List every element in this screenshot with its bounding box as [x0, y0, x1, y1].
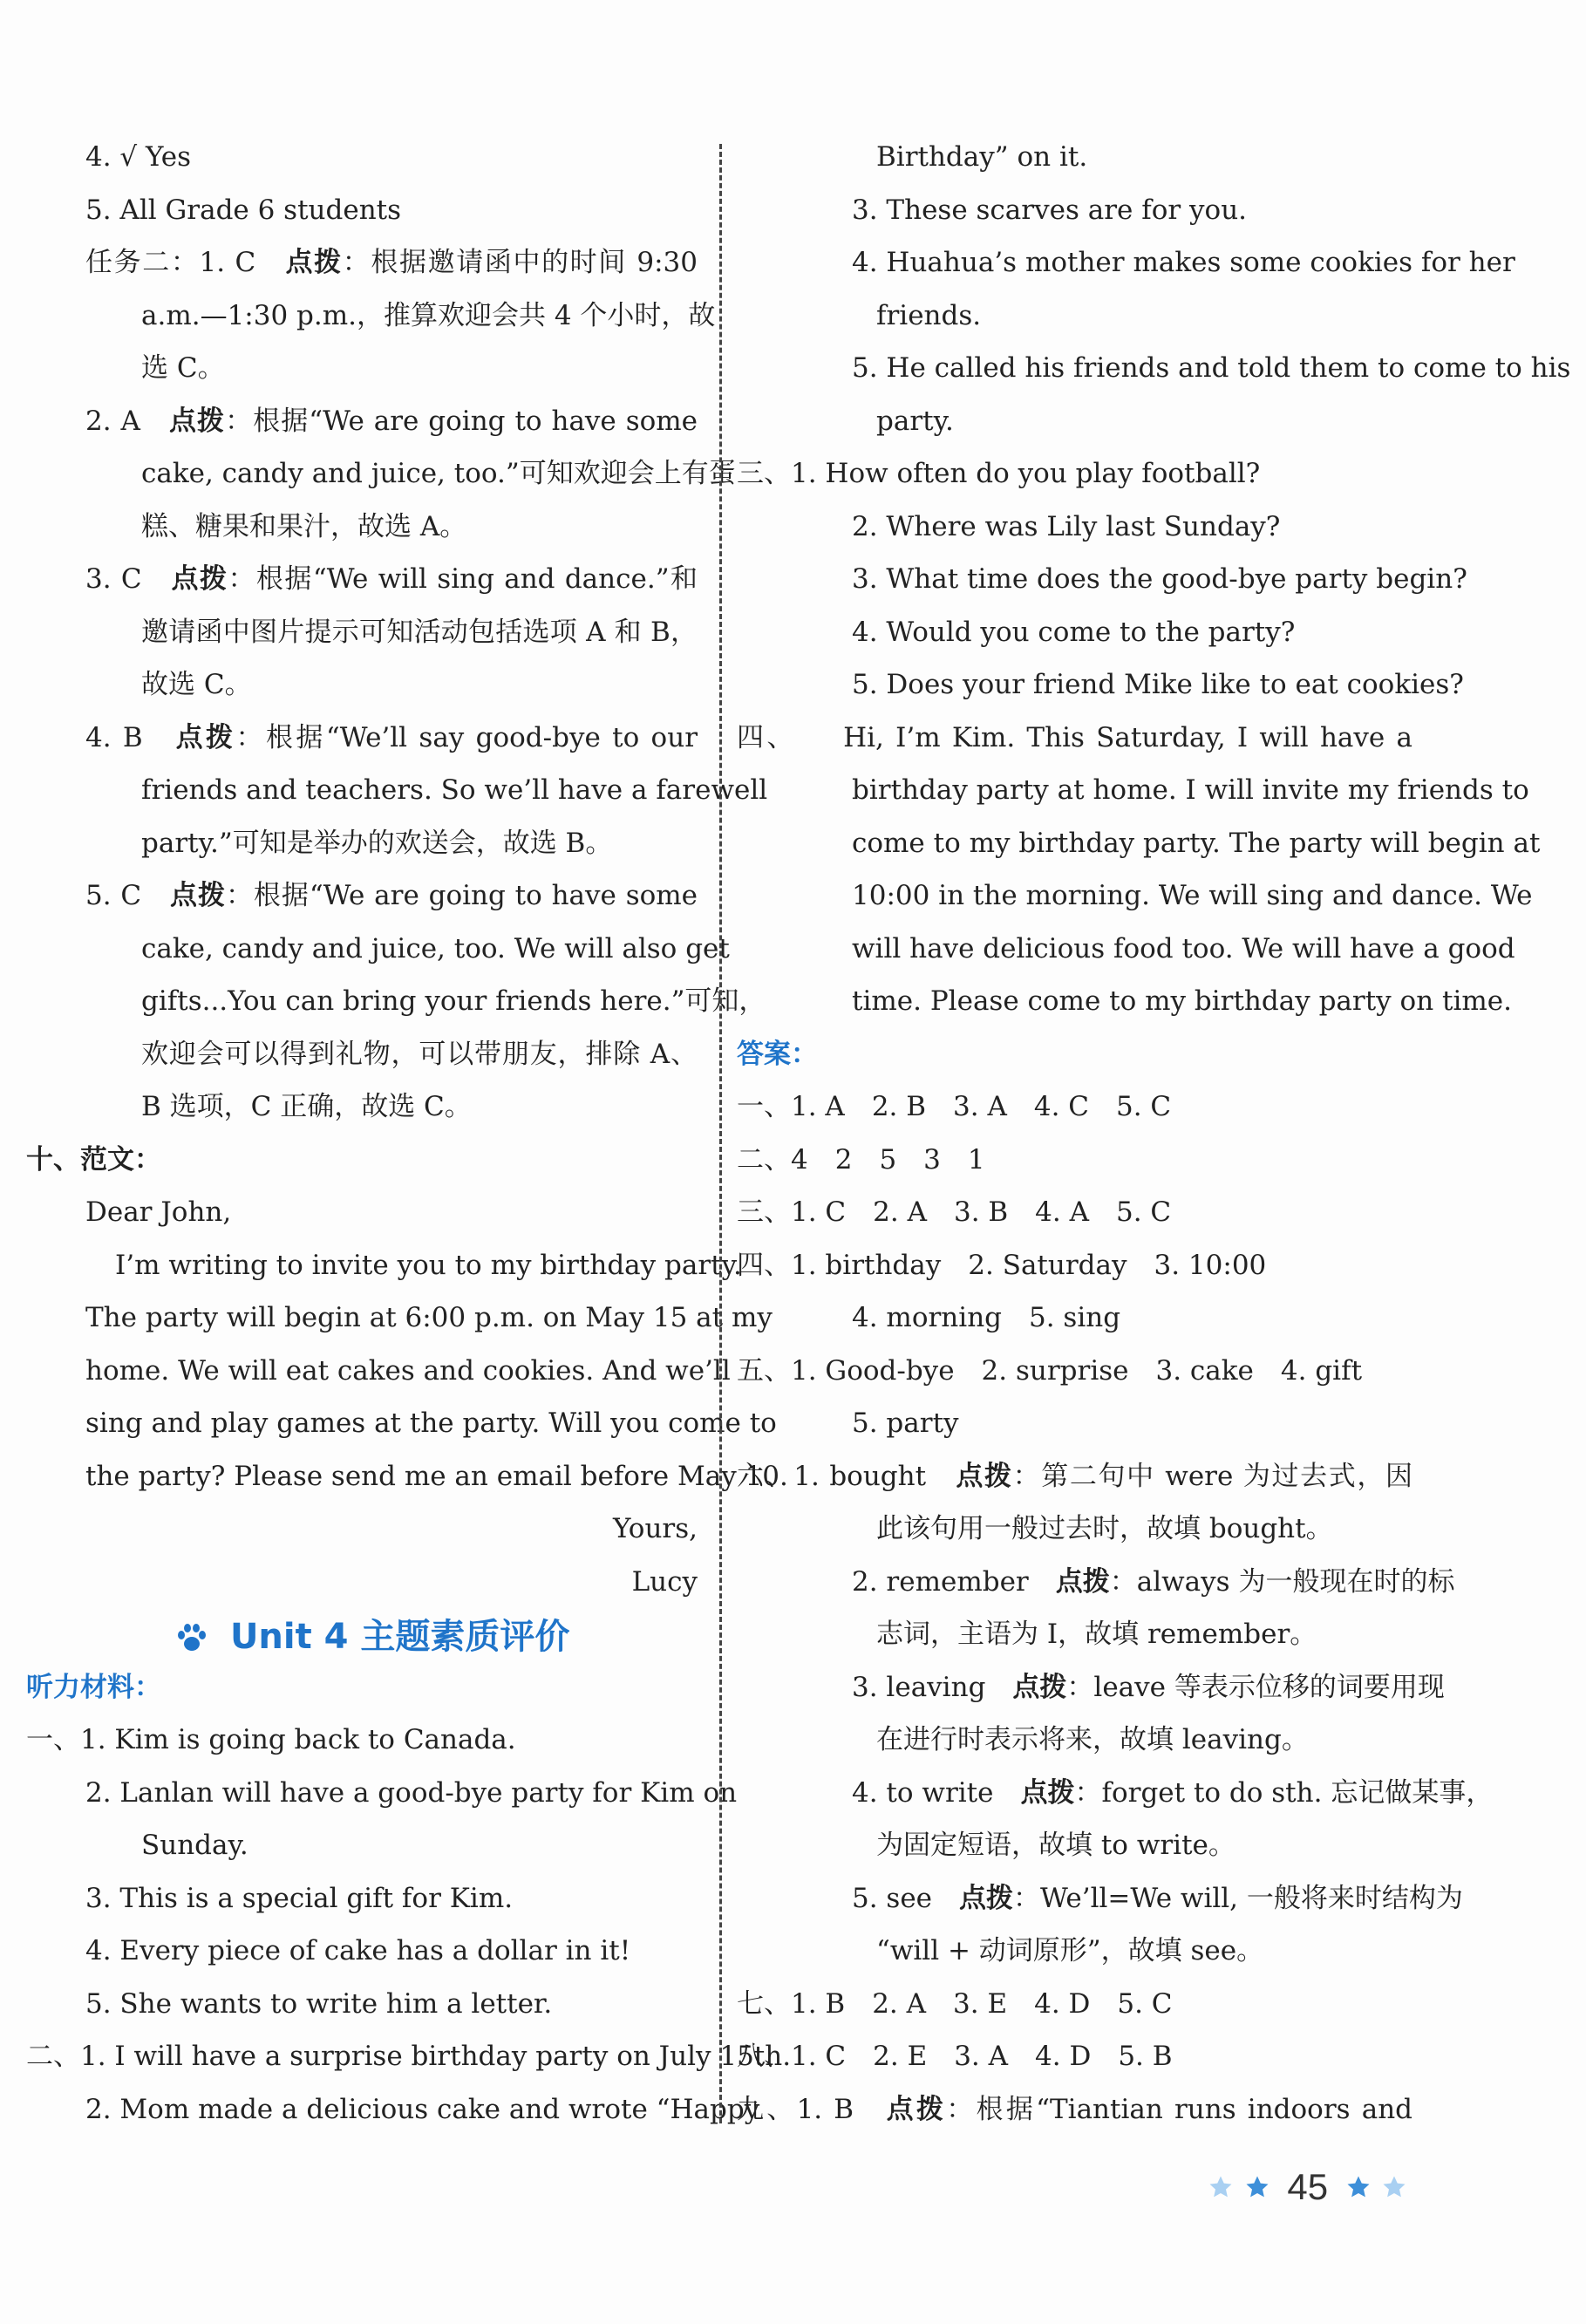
line-segment: ：根据“Tiantian runs indoors and [946, 2093, 1413, 2125]
text-line: 3. This is a special gift for Kim. [85, 1882, 514, 1914]
text-line: sing and play games at the party. Will you come to [85, 1407, 777, 1439]
text-line [26, 553, 698, 606]
text-line [737, 2083, 1412, 2137]
text-line: “will + 动词原形”，故填 see。 [876, 1935, 1264, 1966]
hint-label: 点拨 [1055, 1565, 1110, 1598]
text-line: gifts...You can bring your friends here.”可知， [141, 985, 766, 1017]
text-line: 5. He called his friends and told them to come to his [852, 352, 1571, 384]
text-line: 二、1. I will have a surprise birthday party on July 15th. [26, 2041, 792, 2072]
line-segment: 任务二：1. C [85, 247, 286, 278]
text-line: 10:00 in the morning. We will sing and dance. We [852, 880, 1533, 911]
text-line [737, 1661, 1445, 1714]
text-line: 3. What time does the good-bye party begin? [852, 563, 1467, 595]
text-line [26, 236, 698, 290]
line-segment: ：always 为一般现在时的标 [1109, 1565, 1455, 1598]
text-line: cake, candy and juice, too. We will also get [141, 932, 730, 964]
text-line: home. We will eat cakes and cookies. And we’ll [85, 1354, 731, 1387]
star-icon [1345, 2174, 1372, 2200]
line-segment: 3. leaving [852, 1671, 1013, 1703]
text-line [737, 1767, 1494, 1820]
text-line: 四、 Hi, I’m Kim. This Saturday, I will have a [737, 721, 1412, 753]
text-line: 为固定短语，故填 to write。 [876, 1830, 1235, 1861]
text-line: 4. Every piece of cake has a dollar in it! [85, 1935, 631, 1966]
text-line: 糕、糖果和果汁，故选 A。 [141, 510, 467, 542]
text-line [26, 395, 698, 448]
text-line: 在进行时表示将来，故填 leaving。 [876, 1724, 1309, 1755]
text-line: 欢迎会可以得到礼物，可以带朋友，排除 A、 [141, 1038, 698, 1070]
text-line [26, 1661, 698, 1714]
text-line: Dear John, [85, 1196, 232, 1228]
text-line: friends and teachers. So we’ll have a farewell [141, 774, 768, 806]
text-line: time. Please come to my birthday party on time. [852, 985, 1513, 1017]
text-line [737, 1556, 1455, 1609]
text-line: I’m writing to invite you to my birthday party. [115, 1249, 742, 1281]
page-number: 45 [1287, 2165, 1329, 2207]
text-line: 5. party [852, 1407, 959, 1439]
text-line: 三、1. C 2. A 3. B 4. A 5. C [737, 1196, 1172, 1228]
line-segment: ：根据“We are going to have some [225, 880, 698, 911]
line-segment: 5. C [85, 880, 171, 911]
line-segment: ：根据邀请函中的时间 9:30 [342, 247, 698, 278]
line-segment: 4. B [85, 721, 176, 753]
paw-icon [174, 1621, 209, 1656]
hint-label: 点拨 [170, 880, 226, 911]
text-line: 邀请函中图片提示可知活动包括选项 A 和 B， [141, 616, 698, 648]
text-line: 5. All Grade 6 students [85, 194, 402, 226]
star-icon [1208, 2174, 1234, 2200]
text-line: 志词，主语为 I，故填 remember。 [876, 1619, 1317, 1650]
line-segment: 4. to write [852, 1776, 1021, 1809]
text-line: 2. Where was Lily last Sunday? [852, 510, 1281, 542]
hint-label: 点拨 [1020, 1776, 1075, 1809]
text-line: party. [876, 405, 954, 437]
star-icon [1381, 2174, 1407, 2200]
section-label: 答案： [737, 1038, 818, 1070]
unit-heading [174, 1609, 569, 1659]
text-line: party.”可知是举办的欢送会，故选 B。 [141, 827, 613, 859]
line-segment: ：根据“We are going to have some [225, 405, 698, 437]
unit-title-text: Unit 4 主题素质评价 [229, 1617, 570, 1657]
text-line: birthday party at home. I will invite my friends to [852, 774, 1529, 806]
text-line [26, 712, 698, 765]
hint-label: 点拨 [1012, 1671, 1067, 1703]
text-line: Lucy [631, 1565, 698, 1598]
text-line: will have delicious food too. We will have a good [852, 932, 1515, 964]
hint-label: 点拨 [285, 247, 343, 278]
hint-label: 点拨 [959, 1882, 1014, 1914]
line-segment: ：forget to do sth. 忘记做某事， [1074, 1776, 1494, 1809]
text-line [26, 869, 698, 923]
line-segment: ：根据“We will sing and dance.”和 [228, 563, 698, 595]
text-line [737, 1450, 1412, 1503]
column-divider [719, 144, 722, 2123]
text-line: 5. She wants to write him a letter. [85, 1987, 553, 2020]
text-line: The party will begin at 6:00 p.m. on May 15 at my [85, 1302, 773, 1333]
text-line: 4. Huahua’s mother makes some cookies for her [852, 247, 1515, 278]
hint-label: 点拨 [175, 721, 236, 753]
text-line: 5. Does your friend Mike like to eat cookies? [852, 669, 1464, 700]
star-icon [1244, 2174, 1270, 2200]
line-segment: 5. see [852, 1882, 960, 1914]
text-line: 三、1. How often do you play football? [737, 458, 1261, 489]
line-segment: ：leave 等表示位移的词要用现 [1066, 1671, 1445, 1703]
line-segment: 六、1. bought [737, 1460, 956, 1492]
text-line: Yours, [613, 1513, 698, 1544]
text-line: 3. These scarves are for you. [852, 194, 1248, 226]
line-segment: 九、1. B [737, 2093, 887, 2125]
page-number-footer [1208, 2158, 1407, 2211]
hint-label: 十、范文： [26, 1143, 161, 1176]
text-line: B 选项，C 正确，故选 C。 [141, 1091, 472, 1122]
text-line: come to my birthday party. The party will begin at [852, 827, 1541, 859]
text-line: 八、1. C 2. E 3. A 4. D 5. B [737, 2041, 1173, 2072]
text-line: 4. Would you come to the party? [852, 616, 1296, 648]
line-segment: 2. remember [852, 1565, 1056, 1598]
text-line: Birthday” on it. [876, 141, 1088, 173]
text-line: 七、1. B 2. A 3. E 4. D 5. C [737, 1987, 1173, 2020]
line-segment: 3. C [85, 563, 172, 595]
hint-label: 点拨 [169, 405, 226, 437]
text-line [737, 1872, 1463, 1925]
text-line: the party? Please send me an email before May 10. [85, 1460, 788, 1492]
hint-label: 点拨 [956, 1460, 1013, 1492]
text-line: 选 C。 [141, 352, 225, 384]
text-line: friends. [876, 299, 982, 331]
text-line: 故选 C。 [141, 669, 252, 700]
text-line: a.m.—1:30 p.m.，推算欢迎会共 4 个小时，故 [141, 299, 716, 331]
line-segment: ：第二句中 were 为过去式，因 [1012, 1460, 1413, 1492]
hint-label: 点拨 [171, 563, 228, 595]
text-line: 二、4 2 5 3 1 [737, 1143, 985, 1176]
text-line [737, 1028, 1412, 1081]
hint-label: 点拨 [886, 2093, 947, 2125]
text-line: 五、1. Good-bye 2. surprise 3. cake 4. gift [737, 1354, 1363, 1387]
text-line: 2. Mom made a delicious cake and wrote “Happy [85, 2093, 760, 2125]
text-line: Sunday. [141, 1830, 248, 1861]
text-line: 一、1. Kim is going back to Canada. [26, 1724, 516, 1755]
text-line: 一、1. A 2. B 3. A 4. C 5. C [737, 1091, 1172, 1122]
line-segment: ：We’ll=We will, 一般将来时结构为 [1013, 1882, 1463, 1914]
text-line: cake, candy and juice, too.”可知欢迎会上有蛋 [141, 458, 736, 489]
line-segment: ：根据“We’ll say good-bye to our [235, 721, 698, 753]
line-segment: 2. A [85, 405, 169, 437]
text-line: 四、1. birthday 2. Saturday 3. 10:00 [737, 1249, 1267, 1281]
text-line: 4. morning 5. sing [852, 1302, 1121, 1333]
text-line [26, 1134, 698, 1187]
section-label: 听力材料： [26, 1671, 161, 1703]
text-line: 4. √ Yes [85, 141, 192, 173]
text-line: 2. Lanlan will have a good-bye party for Kim on [85, 1776, 738, 1809]
right-column [737, 131, 1571, 2136]
text-line: 此该句用一般过去时，故填 bought。 [876, 1513, 1333, 1544]
